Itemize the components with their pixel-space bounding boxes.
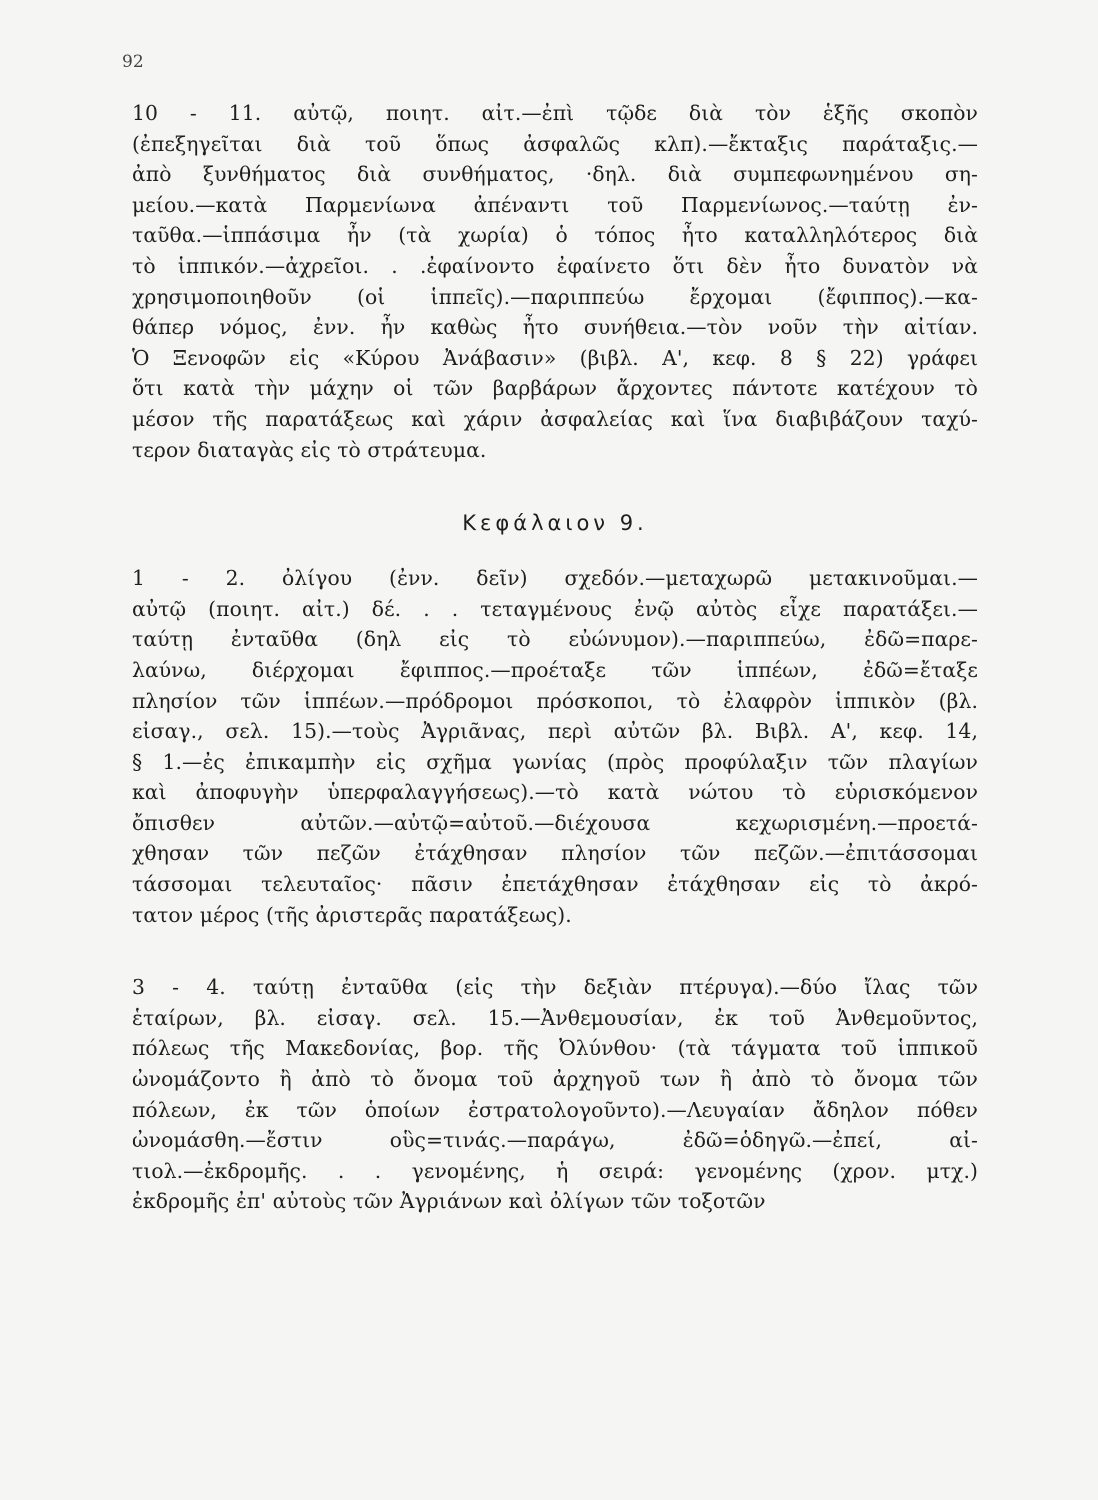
text-line: ὄπισθεν αὐτῶν.—αὐτῷ=αὐτοῦ.—διέχουσα κεχωρισμένη.—προετά-	[132, 810, 978, 835]
text-line: θάπερ νόμος, ἐνν. ἦν καθὼς ἦτο συνήθεια.—τὸν νοῦν τὴν αἰτίαν.	[132, 315, 978, 340]
chapter-heading: Κεφάλαιον 9.	[462, 511, 648, 536]
section-3-4	[132, 972, 978, 1217]
text-line: εἰσαγ., σελ. 15).—τοὺς Ἀγριᾶνας, περὶ αὐτῶν βλ. Βιβλ. Α', κεφ. 14,	[132, 719, 978, 744]
text-line: πλησίον τῶν ἱππέων.—πρόδρομοι πρόσκοποι, τὸ ἐλαφρὸν ἱππικὸν (βλ.	[132, 688, 978, 713]
text-line: πόλεων, ἐκ τῶν ὁποίων ἐστρατολογοῦντο).—Λευγαίαν ἄδηλον πόθεν	[132, 1097, 978, 1122]
text-line: μέσον τῆς παρατάξεως καὶ χάριν ἀσφαλείας καὶ ἵνα διαβιβάζουν ταχύ-	[132, 406, 978, 431]
text-line: ὅτι κατὰ τὴν μάχην οἱ τῶν βαρβάρων ἄρχοντες πάντοτε κατέχουν τὸ	[132, 376, 978, 401]
text-line: ὠνομάσθη.—ἔστιν οὓς=τινάς.—παράγω, ἐδῶ=ὁδηγῶ.—ἐπεί, αἰ-	[132, 1128, 978, 1153]
text-line: 1 - 2. ὀλίγου (ἐνν. δεῖν) σχεδόν.—μεταχωρῶ μετακινοῦμαι.—	[132, 566, 978, 591]
text-line: § 1.—ἐς ἐπικαμπὴν εἰς σχῆμα γωνίας (πρὸς προφύλαξιν τῶν πλαγίων	[132, 749, 978, 774]
text-line: τὸ ἱππικόν.—ἀχρεῖοι. . .ἐφαίνοντο ἐφαίνετο ὅτι δὲν ἦτο δυνατὸν νὰ	[132, 253, 978, 278]
section-1-2	[132, 563, 978, 930]
text-line: τερον διαταγὰς εἰς τὸ στράτευμα.	[132, 437, 487, 462]
text-line: τιολ.—ἐκδρομῆς. . . γενομένης, ἡ σειρά: γενομένης (χρον. μτχ.)	[132, 1158, 978, 1183]
text-line: χθησαν τῶν πεζῶν ἐτάχθησαν πλησίον τῶν πεζῶν.—ἐπιτάσσομαι	[132, 841, 978, 866]
text-line: μείου.—κατὰ Παρμενίωνα ἀπέναντι τοῦ Παρμενίωνος.—ταύτῃ ἐν-	[132, 192, 978, 217]
section-gap	[132, 930, 978, 972]
text-line: ἐκδρομῆς ἐπ' αὐτοὺς τῶν Ἀγριάνων καὶ ὀλίγων τῶν τοξοτῶν	[132, 1189, 766, 1214]
text-line: ταύτῃ ἐνταῦθα (δηλ εἰς τὸ εὐώνυμον).—παριππεύω, ἐδῶ=παρε-	[132, 627, 978, 652]
text-line: ὠνομάζοντο ἢ ἀπὸ τὸ ὄνομα τοῦ ἀρχηγοῦ των ἢ ἀπὸ τὸ ὄνομα τῶν	[132, 1067, 978, 1092]
text-line: λαύνω, διέρχομαι ἔφιππος.—προέταξε τῶν ἱππέων, ἐδῶ=ἔταξε	[132, 657, 978, 682]
text-line: πόλεως τῆς Μακεδονίας, βορ. τῆς Ὀλύνθου· (τὰ τάγματα τοῦ ἱππικοῦ	[132, 1036, 978, 1061]
section-10-11	[132, 98, 978, 465]
text-line: αὐτῷ (ποιητ. αἰτ.) δέ. . . τεταγμένους ἐνῷ αὐτὸς εἶχε παρατάξει.—	[132, 596, 978, 621]
text-line: ταῦθα.—ἱππάσιμα ἦν (τὰ χωρία) ὁ τόπος ἦτο καταλληλότερος διὰ	[132, 223, 978, 248]
text-line: (ἐπεξηγεῖται διὰ τοῦ ὅπως ἀσφαλῶς κλπ).—ἔκταξις παράταξις.—	[132, 131, 978, 156]
text-line: 3 - 4. ταύτῃ ἐνταῦθα (εἰς τὴν δεξιὰν πτέρυγα).—δύο ἴλας τῶν	[132, 975, 978, 1000]
text-line: τάσσομαι τελευταῖος· πᾶσιν ἐπετάχθησαν ἐτάχθησαν εἰς τὸ ἀκρό-	[132, 872, 978, 897]
text-line: τατον μέρος (τῆς ἀριστερᾶς παρατάξεως).	[132, 902, 572, 927]
text-line: ἑταίρων, βλ. εἰσαγ. σελ. 15.—Ἀνθεμουσίαν, ἐκ τοῦ Ἀνθεμοῦντος,	[132, 1005, 978, 1030]
page-number: 92	[122, 52, 144, 72]
text-line: χρησιμοποιηθοῦν (οἱ ἱππεῖς).—παριππεύω ἔρχομαι (ἔφιππος).—κα-	[132, 284, 978, 309]
text-line: ἀπὸ ξυνθήματος διὰ συνθήματος, ·δηλ. διὰ συμπεφωνημένου ση-	[132, 162, 978, 187]
text-line: Ὁ Ξενοφῶν εἰς «Κύρου Ἀνάβασιν» (βιβλ. Α', κεφ. 8 § 22) γράφει	[132, 345, 978, 370]
text-line: 10 - 11. αὐτῷ, ποιητ. αἰτ.—ἐπὶ τῷδε διὰ τὸν ἑξῆς σκοπὸν	[132, 101, 978, 125]
text-line: καὶ ἀποφυγὴν ὑπερφαλαγγήσεως).—τὸ κατὰ νώτου τὸ εὑρισκόμενον	[132, 780, 978, 805]
